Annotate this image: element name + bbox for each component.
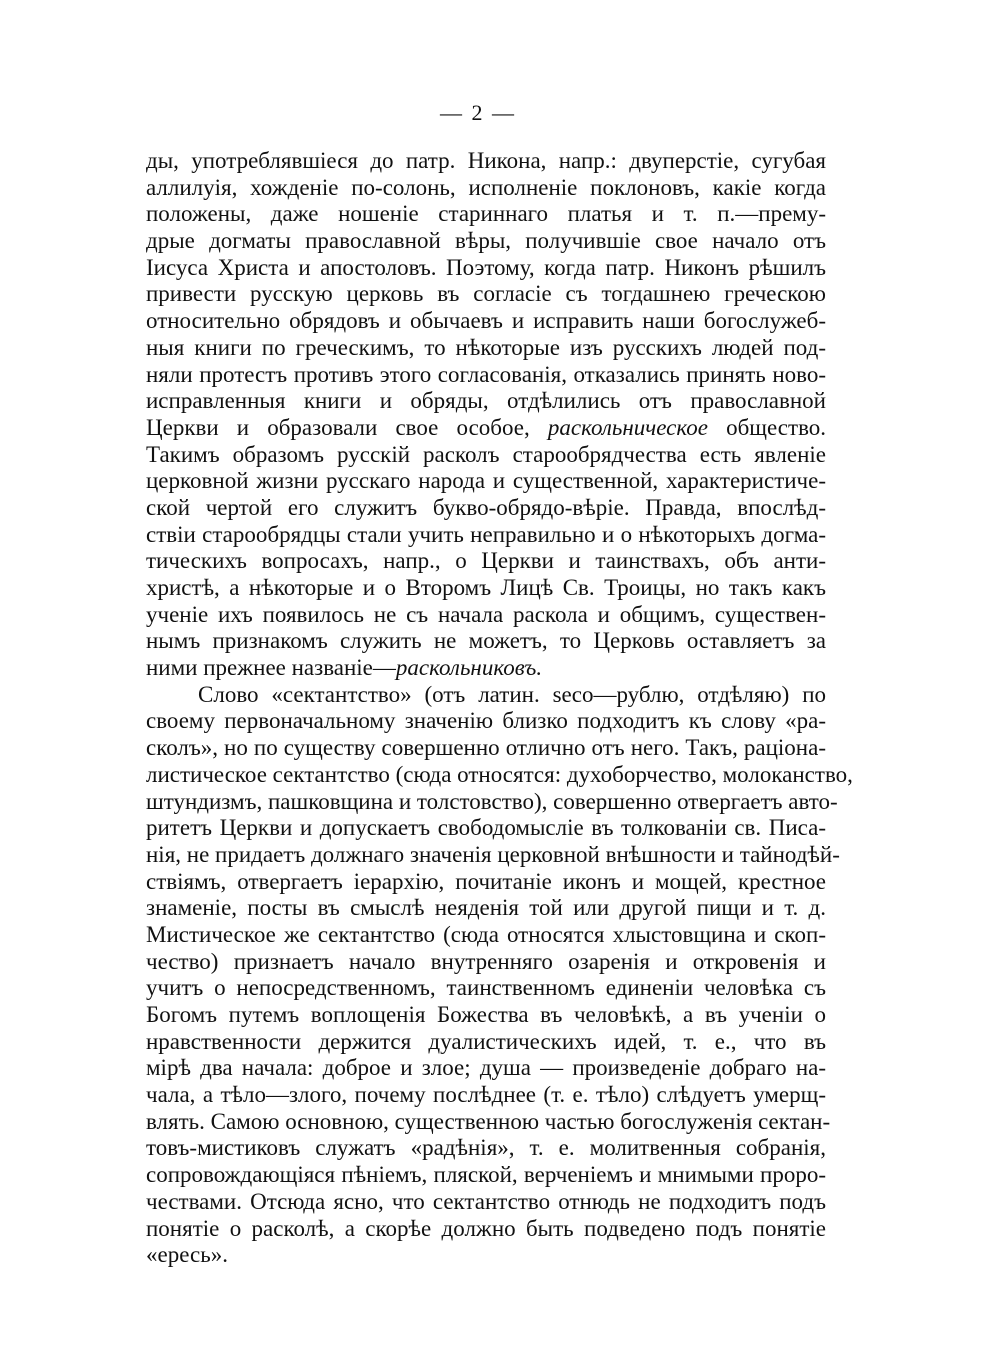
text-line: сопровождающіяся пѣніемъ, пляской, верченіемъ и мнимыми проро- — [146, 1162, 826, 1188]
text-line: дрые догматы православной вѣры, получившіе свое начало отъ — [146, 228, 826, 254]
text-line — [146, 415, 826, 442]
text-line: ствіи старообрядцы стали учить неправильно и о нѣкоторыхъ догма- — [146, 521, 826, 547]
text-line: ды, употреблявшіеся до патр. Никона, напр.: двуперстіе, сугубая — [146, 148, 826, 173]
text-line: ствіямъ, отвергаетъ іерархію, почитаніе иконъ и мощей, крестное — [146, 868, 826, 894]
text-line: нія, не придаетъ должнаго значенія церковной внѣшности и тайнодѣй- — [146, 841, 840, 867]
text-line: христѣ, а нѣкоторые и о Второмъ Лицѣ Св. Троицы, но такъ какъ — [146, 575, 826, 600]
text-line: няли протестъ противъ этого согласованія, отказались принять ново- — [146, 361, 826, 387]
emphasized-term: раскольниковъ. — [395, 655, 543, 681]
text-line: Слово «сектантство» (отъ латин. seco—рублю, отдѣляю) по — [198, 681, 826, 707]
text-line: учитъ о непосредственномъ, таинственномъ единеніи человѣка съ — [146, 975, 826, 1001]
text-line: чествами. Отсюда ясно, что сектантство отнюдь не подходитъ подъ — [146, 1188, 826, 1214]
text-line: исправленныя книги и обряды, отдѣлились отъ православной — [146, 388, 826, 414]
text-line: аллилуія, хожденіе по-солонь, исполненіе поклоновъ, какіе когда — [146, 174, 826, 200]
text-line: чество) признаетъ начало внутренняго озаренія и откровенія и — [146, 948, 826, 974]
text-line: товъ-мистиковъ служатъ «радѣнія», т. е. молитвенныя собранія, — [146, 1135, 826, 1161]
text-line: влять. Самою основною, существенною частью богослуженія сектан- — [146, 1108, 831, 1134]
text-line: положены, даже ношеніе стариннаго платья и т. п.—прему- — [146, 201, 826, 227]
text-line: мірѣ два начала: доброе и злое; душа — произведеніе добраго на- — [146, 1055, 826, 1081]
text-line: знаменіе, посты въ смыслѣ неяденія той или другой пищи и т. д. — [146, 895, 826, 921]
text-line — [146, 655, 826, 682]
text-line: ской чертой его служитъ букво-обрядо-вѣріе. Правда, впослѣд- — [146, 494, 826, 520]
text-line: Іисуса Христа и апостоловъ. Поэтому, когда патр. Никонъ рѣшилъ — [146, 254, 826, 280]
text-line: листическое сектантство (сюда относятся: духоборчество, молоканство, — [146, 761, 853, 787]
text-line: ритетъ Церкви и допускаетъ свободомысліе въ толкованіи св. Писа- — [146, 815, 826, 841]
text-line: «ересь». — [146, 1242, 228, 1268]
text-run: ними прежнее названіе— — [146, 655, 396, 681]
text-line: нымъ признакомъ служить не можетъ, то Церковь оставляетъ за — [146, 628, 826, 654]
text-line: понятіе о расколѣ, а скорѣе должно быть подведено подъ понятіе — [146, 1215, 826, 1241]
text-line: церковной жизни русскаго народа и существенной, характеристиче- — [146, 468, 826, 494]
text-line: ныя книги по греческимъ, то нѣкоторые изъ русскихъ людей под- — [146, 334, 826, 360]
text-line: ученіе ихъ появилось не съ начала раскола и общимъ, существен- — [146, 601, 826, 627]
text-line: привести русскую церковь въ согласіе съ тогдашнею греческою — [146, 281, 826, 307]
page-number: — 2 — — [440, 100, 516, 125]
text-line: своему первоначальному значенію близко подходитъ къ слову «ра- — [146, 708, 826, 734]
text-line: Такимъ образомъ русскій расколъ старообрядчества есть явленіе — [146, 441, 826, 467]
text-run: общество. — [726, 414, 827, 440]
emphasized-term: раскольническое — [547, 414, 708, 440]
text-line: тическихъ вопросахъ, напр., о Церкви и таинствахъ, объ анти- — [146, 548, 826, 574]
text-line: чала, а тѣло—злого, почему послѣднее (т. е. тѣло) слѣдуетъ умерщ- — [146, 1082, 826, 1108]
text-line: сколъ», но по существу совершенно отлично отъ него. Такъ, раціона- — [146, 735, 826, 761]
body-text — [146, 148, 853, 1269]
text-line: нравственности держится дуалистическихъ идей, т. е., что въ — [146, 1028, 826, 1054]
text-run: Церкви и образовали свое особое, — [146, 414, 530, 440]
text-line: штундизмъ, пашковщина и толстовство), совершенно отвергаетъ авто- — [146, 788, 838, 814]
text-line: относительно обрядовъ и обычаевъ и исправить наши богослужеб- — [146, 308, 826, 334]
text-line: Мистическое же сектантство (сюда относятся хлыстовщина и скоп- — [146, 921, 826, 947]
text-line: Богомъ путемъ воплощенія Божества въ человѣкѣ, а въ ученіи о — [146, 1002, 826, 1027]
